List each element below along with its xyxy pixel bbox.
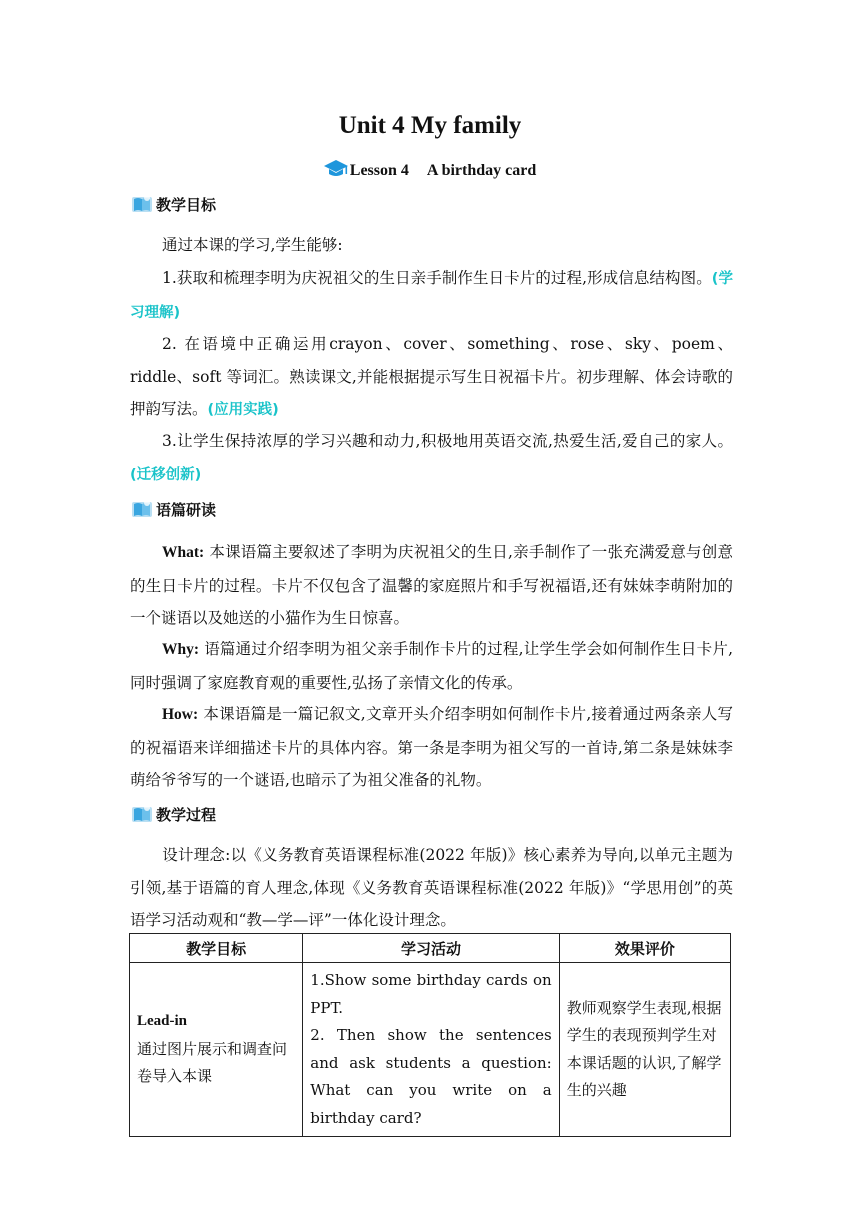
graduation-cap-icon xyxy=(324,160,348,183)
page-title: Unit 4 My family xyxy=(338,112,522,139)
why-label: Why: xyxy=(162,641,200,658)
what-label: What: xyxy=(162,544,205,561)
analysis-how xyxy=(130,698,733,797)
section-book-icon xyxy=(131,499,153,519)
lesson-subtitle xyxy=(0,160,860,183)
activity-step: 1.Show some birthday cards on PPT. xyxy=(310,971,552,1017)
lesson-plan-table xyxy=(129,933,731,1137)
activity-cell xyxy=(303,963,559,1137)
lesson-number: Lesson 4 xyxy=(349,162,409,179)
objective-item-3 xyxy=(130,425,733,491)
objective-tag: (迁移创新) xyxy=(130,466,202,483)
how-text: 本课语篇是一篇记叙文,文章开头介绍李明如何制作卡片,接着通过两条亲人写的祝福语来详细描述卡片的具体内容。第一条是李明为祖父写的一首诗,第二条是妹妹李萌给爷爷写的一个谜语,也暗示了为祖父准备的礼物。 xyxy=(130,705,733,789)
section-title: 教学过程 xyxy=(156,805,217,824)
how-label: How: xyxy=(162,706,199,723)
objective-item-1 xyxy=(130,262,733,329)
section-heading-analysis xyxy=(131,497,216,521)
intro-text: 通过本课的学习,学生能够: xyxy=(162,236,343,254)
objective-text: 1.获取和梳理李明为庆祝祖父的生日亲手制作生日卡片的过程,形成信息结构图。 xyxy=(162,269,712,287)
objective-text: 3.让学生保持浓厚的学习兴趣和动力,积极地用英语交流,热爱生活,爱自己的家人。 xyxy=(162,432,733,450)
what-text: 本课语篇主要叙述了李明为庆祝祖父的生日,亲手制作了一张充满爱意与创意的生日卡片的过程。卡片不仅包含了温馨的家庭照片和手写祝福语,还有妹妹李萌附加的一个谜语以及她送的小猫作为生日惊喜。 xyxy=(130,543,733,627)
column-header: 学习活动 xyxy=(303,934,559,963)
design-text: 设计理念:以《义务教育英语课程标准(2022 年版)》核心素养为导向,以单元主题为引领,基于语篇的育人理念,体现《义务教育英语课程标准(2022 年版)》“学思用创”的英语学习活动观和“教—学—评”一体化设计理念。 xyxy=(130,846,733,929)
section-title: 教学目标 xyxy=(156,195,217,214)
goal-text: 通过图片展示和调查问卷导入本课 xyxy=(137,1039,288,1086)
objectives-intro xyxy=(130,229,733,262)
objective-tag: (学习理解) xyxy=(130,271,733,321)
evaluation-cell xyxy=(559,963,730,1137)
activity-step: 2. Then show the sentences and ask students a question: What can you write on a birthday card? xyxy=(310,1026,552,1127)
column-header: 教学目标 xyxy=(130,934,303,963)
why-text: 语篇通过介绍李明为祖父亲手制作卡片的过程,让学生学会如何制作生日卡片,同时强调了家庭教育观的重要性,弘扬了亲情文化的传承。 xyxy=(130,640,733,692)
design-philosophy xyxy=(130,839,733,937)
goal-title: Lead-in xyxy=(137,1013,188,1030)
objective-text: 2. 在语境中正确运用crayon、cover、something、rose、sky、poem、riddle、soft 等词汇。熟读课文,并能根据提示写生日祝福卡片。初步理解、体会诗歌的押韵写法。 xyxy=(130,335,733,418)
table-row xyxy=(130,963,731,1137)
section-heading-objectives xyxy=(131,192,216,216)
section-heading-process xyxy=(131,802,216,826)
analysis-what xyxy=(130,536,733,635)
section-title: 语篇研读 xyxy=(156,500,217,519)
table-header-row xyxy=(130,934,731,963)
analysis-why xyxy=(130,633,733,699)
column-header: 效果评价 xyxy=(559,934,730,963)
lesson-title: A birthday card xyxy=(426,162,537,179)
goal-cell xyxy=(130,963,303,1137)
section-book-icon xyxy=(131,194,153,214)
objective-item-2 xyxy=(130,328,733,427)
section-book-icon xyxy=(131,804,153,824)
evaluation-text: 教师观察学生表现,根据学生的表现预判学生对本课话题的认识,了解学生的兴趣 xyxy=(566,998,722,1099)
objective-tag: (应用实践) xyxy=(207,402,279,418)
